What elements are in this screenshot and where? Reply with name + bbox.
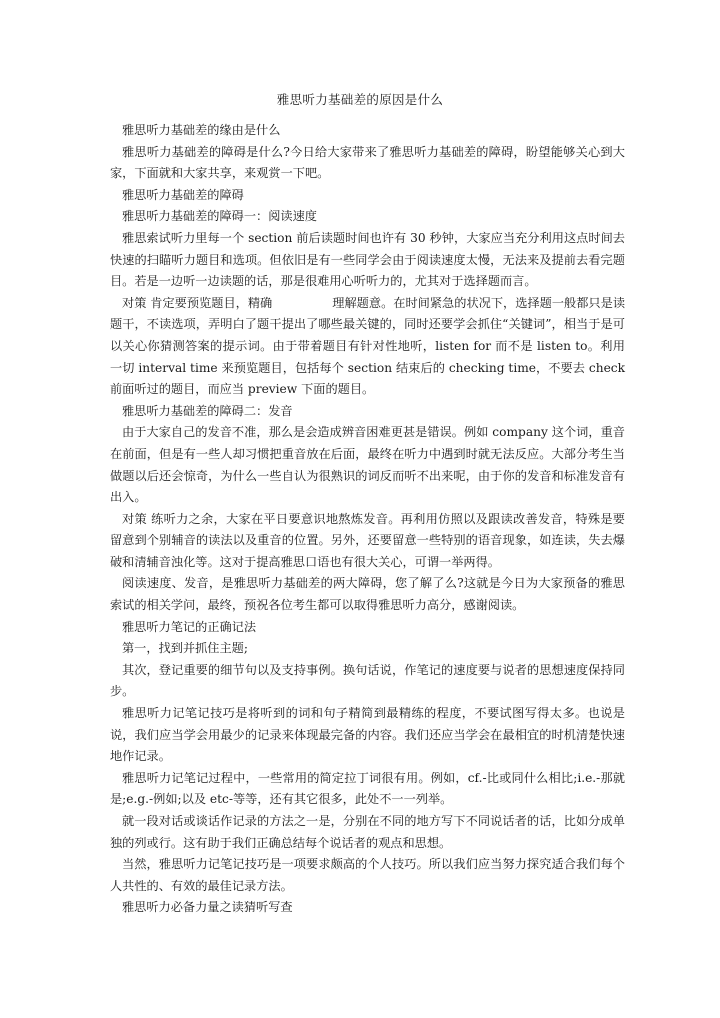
paragraph: 其次，登记重要的细节句以及支持事例。换句话说，作笔记的速度要与说者的思想速度保持同步。 [110,662,625,699]
paragraph: 雅思索试听力里每一个 section 前后读题时间也许有 30 秒钟，大家应当充分利用这点时间去快速的扫瞄听力题目和选项。但依旧是有一些同学会由于阅读速度太慢，无法来及提前去看完题目。若是一边听一边读题的话，那是很难用心听听力的，尤其对于选择题而言。 [110,230,625,289]
document-title: 雅思听力基础差的原因是什么 [276,92,444,107]
section-heading: 雅思听力必备力量之读猜听写查 [122,900,293,915]
paragraph: 雅思听力记笔记过程中，一些常用的简定拉丁词很有用。例如，cf.-比或同什么相比;i.e.-那就是;e.g.-例如;以及 etc-等等，还有其它很多，此处不一一列举。 [110,770,625,807]
paragraph: 雅思听力记笔记技巧是将听到的词和句子精简到最精练的程度，不要试图写得太多。也说是说，我们应当学会用最少的记录来体现最完备的内容。我们还应当学会在最相宜的时机清楚快速地作记录。 [110,706,625,764]
section-heading: 雅思听力基础差的障碍二：发音 [122,403,293,418]
paragraph: 由于大家自己的发音不准，那么是会造成辨音困难更甚是错误。例如 company 这个词，重音在前面，但是有一些人却习惯把重音放在后面，最终在听力中遇到时就无法反应。大部分考生当做题以后还会惊奇，为什么一些自认为很熟识的词反而听不出来呢，由于你的发音和标准发音有出入。 [110,425,625,505]
paragraph: 第一，找到并抓住主题; [122,641,248,656]
paragraph-strategy-rest: 理解题意。在时间紧急的状况下，选择题一般都只是读题干，不读选项，弄明白了题干提出了哪些最关键的，同时还要学会抓住“关键词”，相当于是可以关心你猜测答案的提示词。由于带着题目有针对性地听，listen for 而不是 listen to。利用一切 interval time 来预览题目，包括每个 section 结束后的 checking time，不要去 check 前面听过的题目，而应当 preview 下面的题目。 [110,295,626,397]
section-heading: 雅思听力基础差的障碍 [122,187,244,202]
paragraph: 对策 练听力之余，大家在平日要意识地熬炼发音。再利用仿照以及跟读改善发音，特殊是要留意到个别辅音的读法以及重音的位置。另外，还要留意一些特别的语音现象，如连读，失去爆破和清辅音浊化等。这对于提高雅思口语也有很大关心，可谓一举两得。 [110,511,625,569]
document-body [110,120,625,919]
paragraph: 就一段对话或谈话作记录的方法之一是，分别在不同的地方写下不同说话者的话，比如分成单独的列或行。这有助于我们正确总结每个说话者的观点和思想。 [110,814,625,850]
paragraph-strategy [110,293,625,401]
paragraph: 阅读速度、发音，是雅思听力基础差的两大障碍，您了解了么?这就是今日为大家预备的雅思索试的相关学问，最终，预祝各位考生都可以取得雅思听力高分，感谢阅读。 [110,576,625,613]
paragraph: 当然，雅思听力记笔记技巧是一项要求颇高的个人技巧。所以我们应当努力探究适合我们每个人共性的、有效的最佳记录方法。 [110,857,625,893]
section-heading: 雅思听力基础差的缘由是什么 [122,123,281,137]
section-heading: 雅思听力笔记的正确记法 [122,619,257,634]
paragraph-strategy-start: 对策 肯定要预览题目，精确 [122,295,273,310]
paragraph: 雅思听力基础差的障碍是什么?今日给大家带来了雅思听力基础差的障碍，盼望能够关心到大家，下面就和大家共享，来观赏一下吧。 [110,144,625,181]
section-heading: 雅思听力基础差的障碍一：阅读速度 [122,209,317,224]
